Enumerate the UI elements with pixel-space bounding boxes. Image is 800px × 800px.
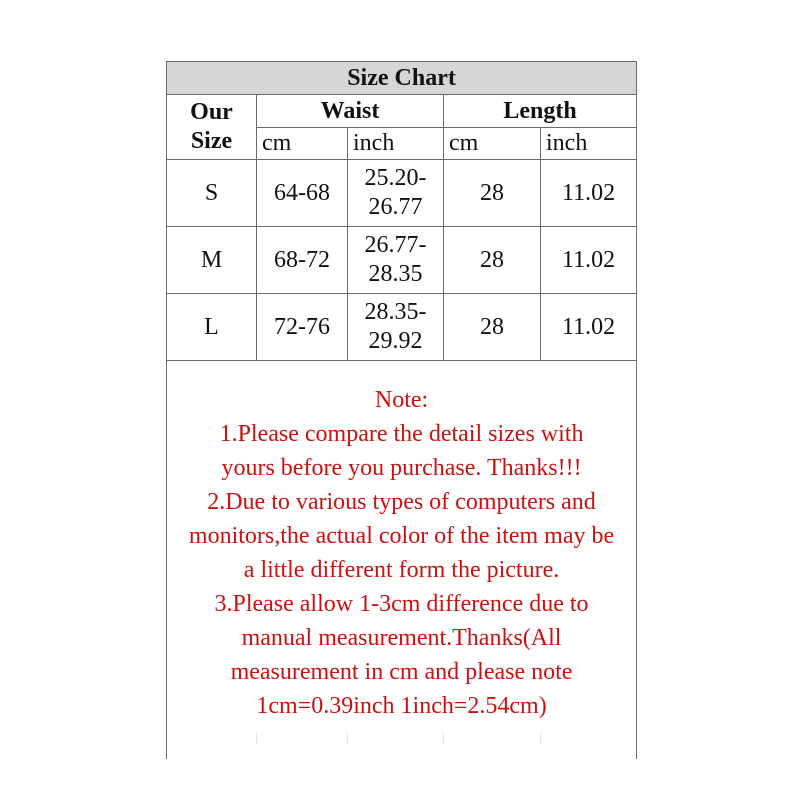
table-row	[167, 160, 637, 227]
chart-title: Size Chart	[167, 62, 637, 95]
waist-inch-cell	[348, 160, 444, 227]
grid-divider	[256, 732, 257, 744]
waist-header: Waist	[257, 95, 444, 128]
waist-inch-cell	[348, 227, 444, 294]
length-cm-cell: 28	[444, 160, 541, 227]
size-cell: L	[167, 294, 257, 361]
size-header-top: Our	[190, 99, 233, 126]
note-line: 3.Please allow 1-3cm difference due to	[214, 591, 589, 617]
waist-inch-cell	[348, 294, 444, 361]
size-header-bottom: Size	[190, 128, 233, 154]
table-row	[167, 294, 637, 361]
waist-inch-to: 28.35	[368, 261, 423, 287]
waist-inch-from: 25.20-	[364, 165, 427, 192]
length-inch-unit: inch	[541, 128, 637, 160]
waist-inch-to: 29.92	[368, 328, 423, 354]
note-line: measurement in cm and please note	[230, 659, 573, 685]
note-line: yours before you purchase. Thanks!!!	[221, 455, 582, 481]
note-line: 2.Due to various types of computers and	[207, 489, 596, 515]
waist-cm-cell: 68-72	[257, 227, 348, 294]
note-line: 1.Please compare the detail sizes with	[219, 421, 584, 447]
waist-inch-from: 26.77-	[364, 232, 427, 259]
length-cm-cell: 28	[444, 294, 541, 361]
table-row	[167, 227, 637, 294]
waist-cm-cell: 72-76	[257, 294, 348, 361]
waist-inch-from: 28.35-	[364, 299, 427, 326]
note-line: a little different form the picture.	[243, 557, 560, 583]
grid-divider	[443, 732, 444, 744]
grid-divider	[347, 732, 348, 744]
waist-inch-unit: inch	[348, 128, 444, 160]
waist-cm-cell: 64-68	[257, 160, 348, 227]
note-line: monitors,the actual color of the item may be	[188, 523, 615, 549]
note-section	[167, 361, 637, 760]
length-cm-unit: cm	[444, 128, 541, 160]
size-cell: M	[167, 227, 257, 294]
note-line: manual measurement.Thanks(All	[241, 625, 562, 651]
length-inch-cell: 11.02	[541, 227, 637, 294]
length-header: Length	[444, 95, 637, 128]
size-chart-table	[166, 61, 637, 759]
note-line: 1cm=0.39inch 1inch=2.54cm)	[256, 693, 547, 719]
length-cm-cell: 28	[444, 227, 541, 294]
size-column-header	[167, 95, 257, 160]
grid-divider	[540, 732, 541, 744]
note-heading: Note:	[374, 387, 429, 413]
length-inch-cell: 11.02	[541, 160, 637, 227]
length-inch-cell: 11.02	[541, 294, 637, 361]
waist-inch-to: 26.77	[368, 194, 423, 220]
size-cell: S	[167, 160, 257, 227]
waist-cm-unit: cm	[257, 128, 348, 160]
